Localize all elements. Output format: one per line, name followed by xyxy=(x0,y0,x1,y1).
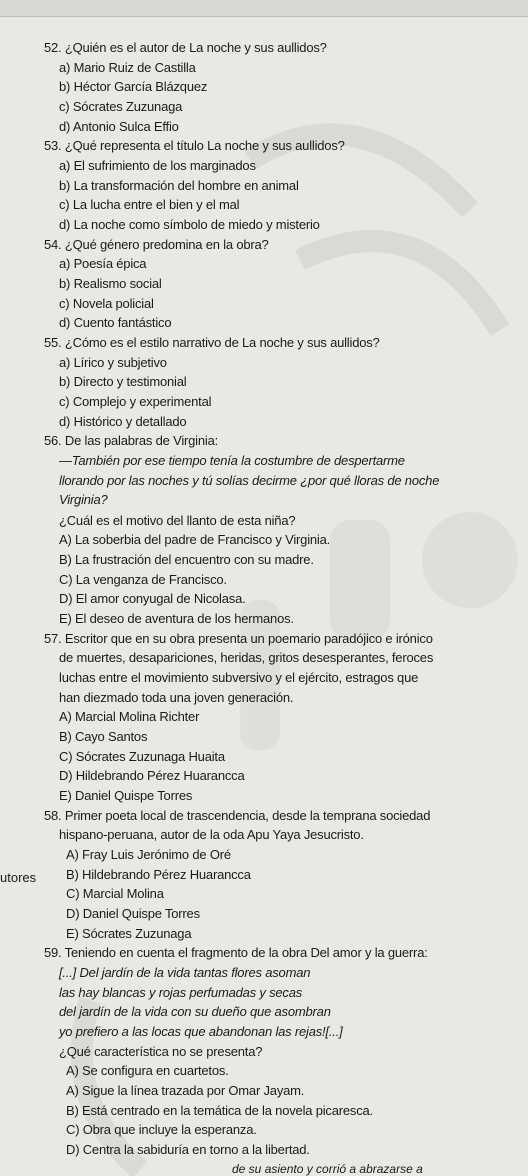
line-q55b: b) Directo y testimonial xyxy=(59,374,187,389)
line-q55d: d) Histórico y detallado xyxy=(59,414,187,429)
line-q56C: C) La venganza de Francisco. xyxy=(59,572,227,587)
line-q59A2: A) Sigue la línea trazada por Omar Jayam. xyxy=(66,1083,305,1098)
line-q57l3: luchas entre el movimiento subversivo y el ejército, estragos que xyxy=(59,670,419,685)
line-q55: 55. ¿Cómo es el estilo narrativo de La noche y sus aullidos? xyxy=(44,335,380,350)
line-q59C: C) Obra que incluye la esperanza. xyxy=(66,1122,257,1137)
line-q52d: d) Antonio Sulca Effio xyxy=(59,119,179,134)
line-q58l1: 58. Primer poeta local de trascendencia, desde la temprana sociedad xyxy=(44,808,431,823)
line-q53d: d) La noche como símbolo de miedo y misterio xyxy=(59,217,320,232)
line-q56q3: Virginia? xyxy=(59,492,108,507)
line-q56p: ¿Cuál es el motivo del llanto de esta niña? xyxy=(59,513,296,528)
line-q54d: d) Cuento fantástico xyxy=(59,315,172,330)
line-q57E: E) Daniel Quispe Torres xyxy=(59,788,193,803)
line-q57B: B) Cayo Santos xyxy=(59,729,148,744)
line-q53: 53. ¿Qué representa el título La noche y sus aullidos? xyxy=(44,138,345,153)
line-q54c: c) Novela policial xyxy=(59,296,154,311)
line-q52: 52. ¿Quién es el autor de La noche y sus aullidos? xyxy=(44,40,327,55)
line-q52a: a) Mario Ruiz de Castilla xyxy=(59,60,196,75)
line-q56q2: llorando por las noches y tú solías decirme ¿por qué lloras de noche xyxy=(59,473,440,488)
line-q57l1: 57. Escritor que en su obra presenta un poemario paradójico e irónico xyxy=(44,631,433,646)
line-q58A: A) Fray Luis Jerónimo de Oré xyxy=(66,847,231,862)
side-label: utores xyxy=(0,870,37,885)
line-q59v1: [...] Del jardín de la vida tantas flores asoman xyxy=(59,965,311,980)
line-q56A: A) La soberbia del padre de Francisco y Virginia. xyxy=(59,532,331,547)
line-q57l4: han diezmado toda una joven generación. xyxy=(59,690,294,705)
line-q59A1: A) Se configura en cuartetos. xyxy=(66,1063,229,1078)
line-q52b: b) Héctor García Blázquez xyxy=(59,79,208,94)
line-q54a: a) Poesía épica xyxy=(59,256,147,271)
line-q58l2: hispano-peruana, autor de la oda Apu Yaya Jesucristo. xyxy=(59,827,364,842)
line-q58E: E) Sócrates Zuzunaga xyxy=(66,926,192,941)
line-q57A: A) Marcial Molina Richter xyxy=(59,709,200,724)
line-q58B: B) Hildebrando Pérez Huarancca xyxy=(66,867,251,882)
cutoff-text: de su asiento y corrió a abrazarse a xyxy=(232,1162,423,1176)
line-q56B: B) La frustración del encuentro con su madre. xyxy=(59,552,314,567)
line-q59v3: del jardín de la vida con su dueño que asombran xyxy=(59,1004,331,1019)
line-q59l1: 59. Teniendo en cuenta el fragmento de la obra Del amor y la guerra: xyxy=(44,945,428,960)
line-q59D: D) Centra la sabiduría en torno a la libertad. xyxy=(66,1142,310,1157)
line-q58D: D) Daniel Quispe Torres xyxy=(66,906,200,921)
line-q53a: a) El sufrimiento de los marginados xyxy=(59,158,256,173)
line-q52c: c) Sócrates Zuzunaga xyxy=(59,99,183,114)
line-q59B: B) Está centrado en la temática de la novela picaresca. xyxy=(66,1103,373,1118)
line-q56E: E) El deseo de aventura de los hermanos. xyxy=(59,611,294,626)
line-q54: 54. ¿Qué género predomina en la obra? xyxy=(44,237,269,252)
line-q57D: D) Hildebrando Pérez Huarancca xyxy=(59,768,245,783)
line-q56q1: —También por ese tiempo tenía la costumbre de despertarme xyxy=(59,453,405,468)
line-q58C: C) Marcial Molina xyxy=(66,886,164,901)
line-q57l2: de muertes, desapariciones, heridas, gritos desesperantes, feroces xyxy=(59,650,434,665)
line-q59p: ¿Qué característica no se presenta? xyxy=(59,1044,263,1059)
line-q56: 56. De las palabras de Virginia: xyxy=(44,433,219,448)
line-q53c: c) La lucha entre el bien y el mal xyxy=(59,197,240,212)
line-q55a: a) Lírico y subjetivo xyxy=(59,355,167,370)
line-q54b: b) Realismo social xyxy=(59,276,162,291)
line-q59v4: yo prefiero a las locas que abandonan las rejas![...] xyxy=(59,1024,343,1039)
line-q56D: D) El amor conyugal de Nicolasa. xyxy=(59,591,246,606)
line-q53b: b) La transformación del hombre en animal xyxy=(59,178,299,193)
line-q59v2: las hay blancas y rojas perfumadas y secas xyxy=(59,985,303,1000)
line-q57C: C) Sócrates Zuzunaga Huaita xyxy=(59,749,225,764)
line-q55c: c) Complejo y experimental xyxy=(59,394,212,409)
